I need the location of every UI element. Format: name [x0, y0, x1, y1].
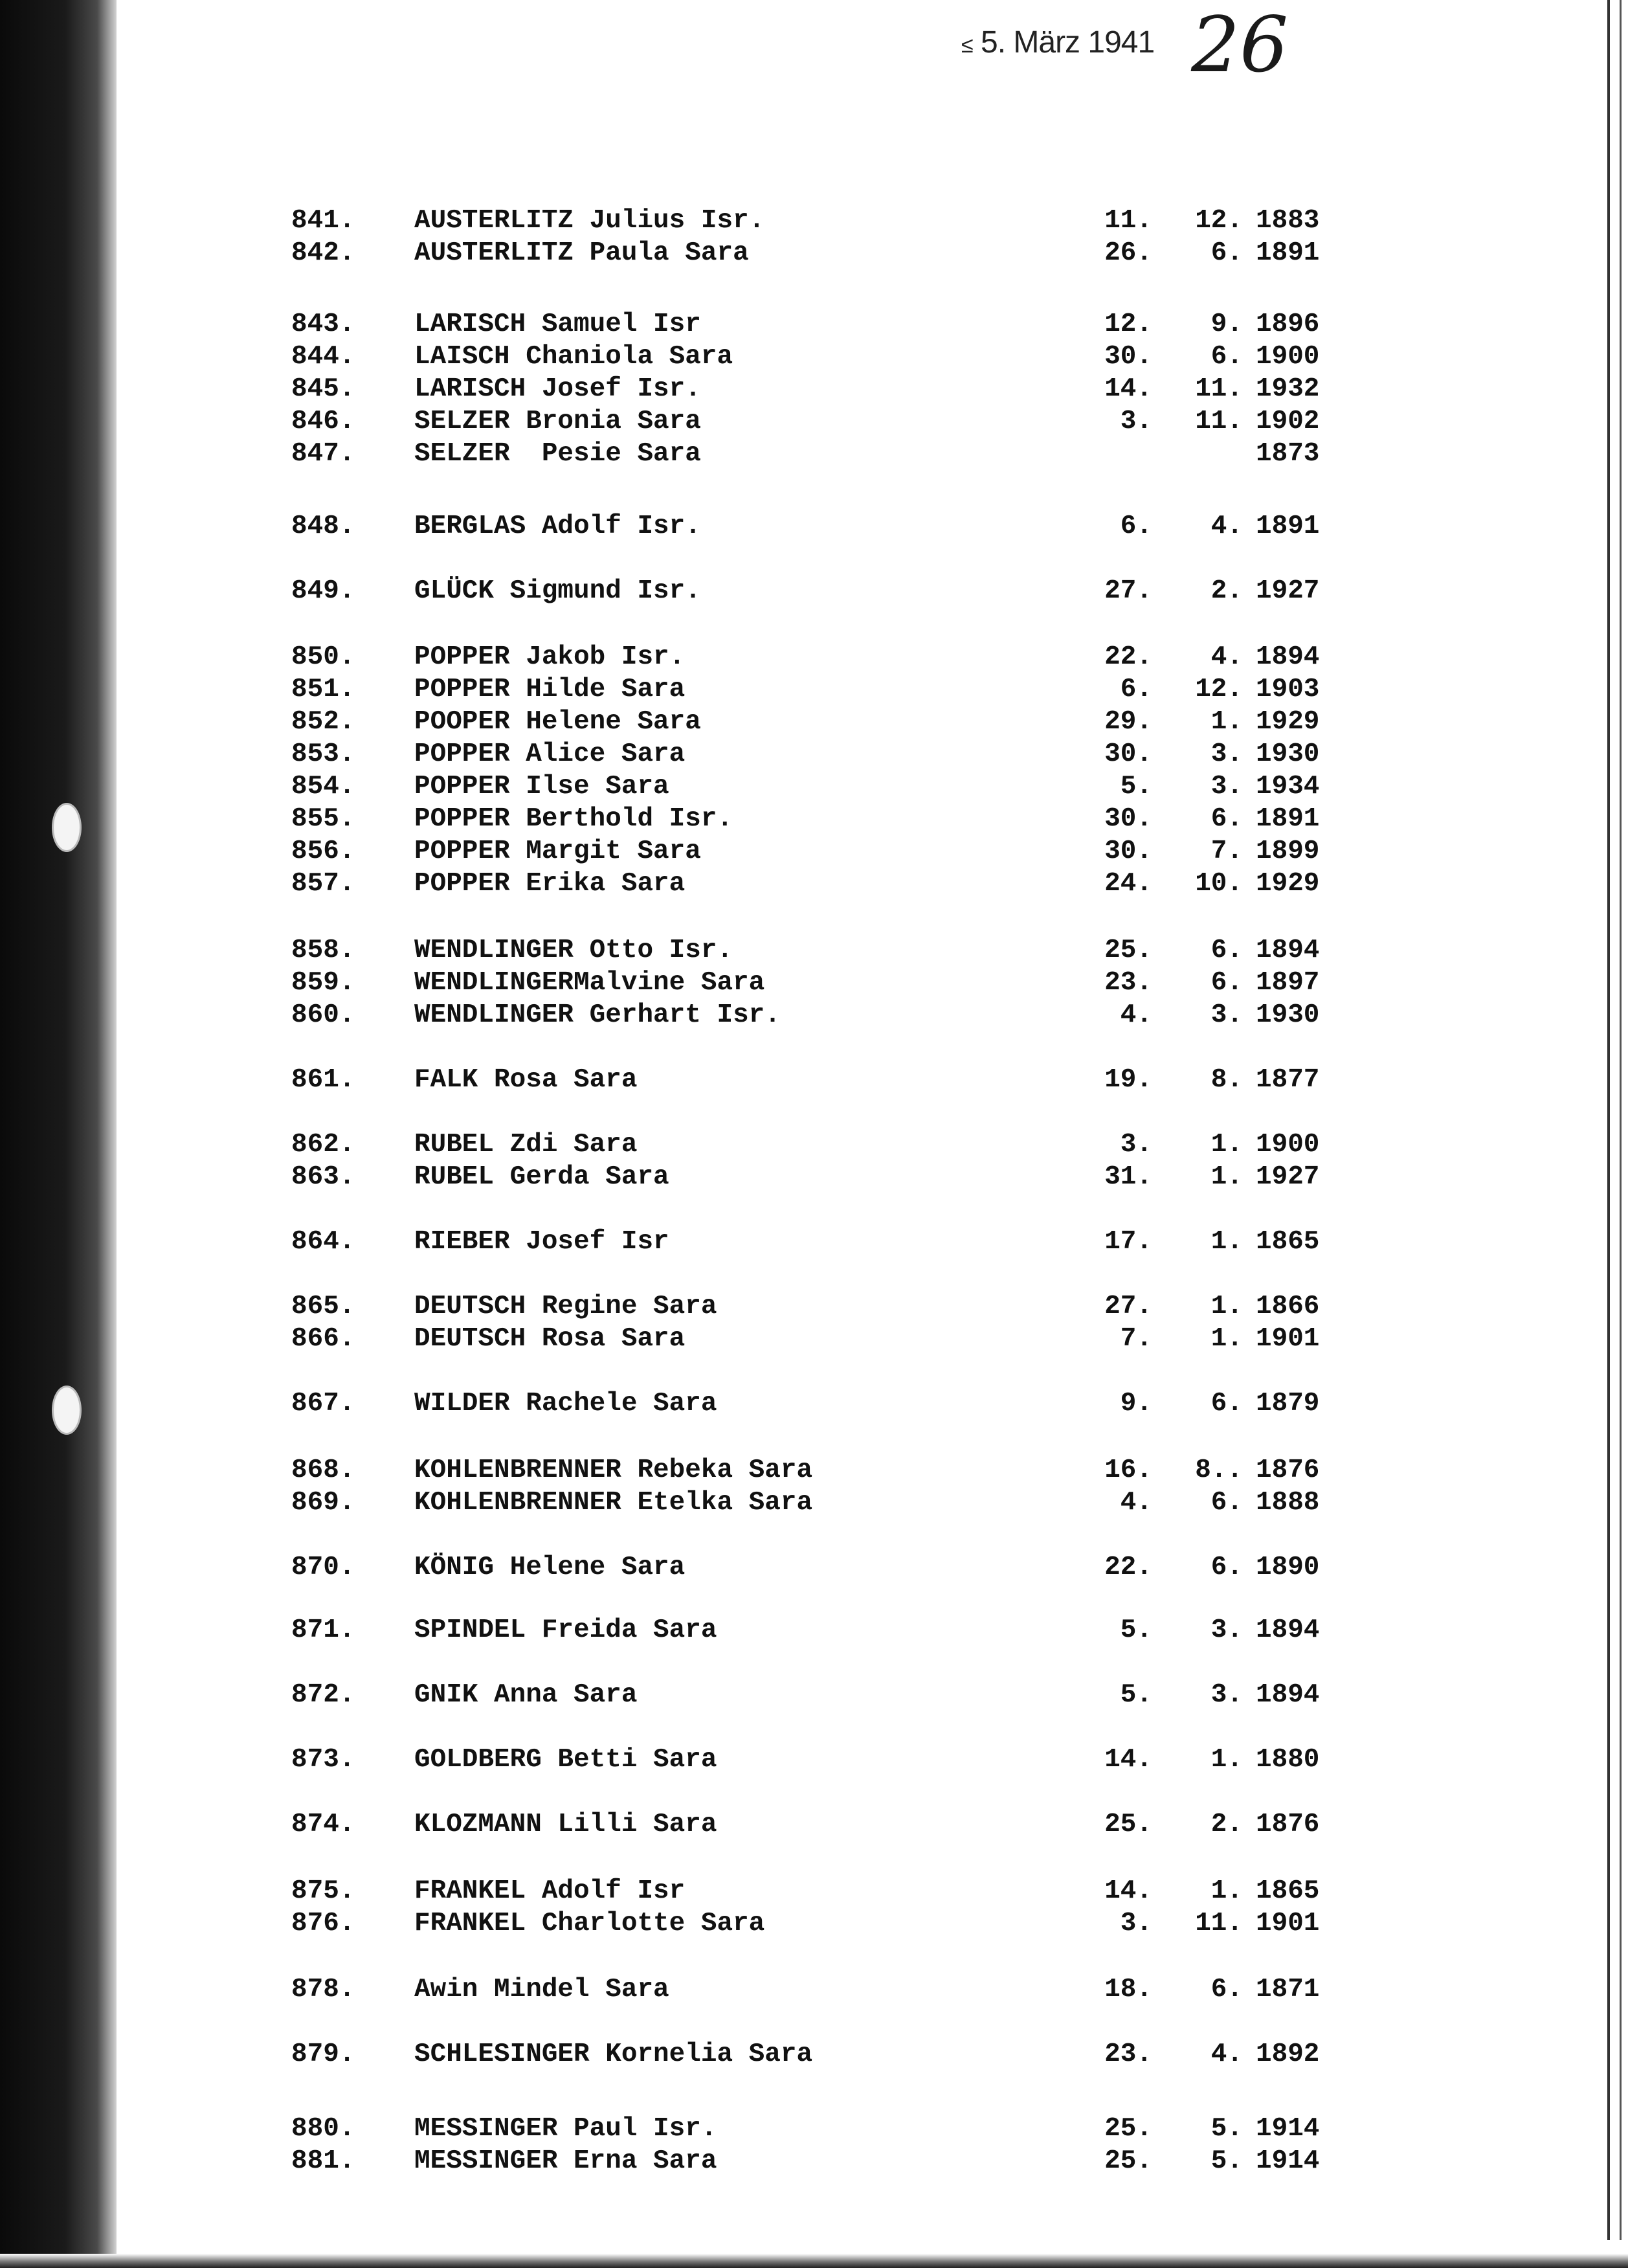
entry-birth-day: 4.: [1120, 1000, 1152, 1030]
entry-birth-day: 5.: [1120, 1680, 1152, 1710]
entry-name: POPPER Alice Sara: [414, 739, 686, 769]
entry-birth-year: 1891: [1256, 238, 1320, 268]
entry-birth-day: 30.: [1104, 739, 1152, 769]
entry-number: 875.: [291, 1876, 355, 1906]
entry-number: 846.: [291, 407, 355, 436]
entry-birth-day: 14.: [1104, 1876, 1152, 1906]
entry-birth-year: 1890: [1256, 1553, 1320, 1582]
entry-birth-year: 1876: [1256, 1810, 1320, 1839]
entry-birth-year: 1914: [1256, 2114, 1320, 2144]
list-item: [0, 836, 1628, 866]
entry-birth-day: 30.: [1104, 836, 1152, 866]
entry-birth-month: 3.: [1210, 1680, 1243, 1710]
entry-birth-year: 1903: [1256, 675, 1320, 704]
entry-birth-day: 23.: [1104, 2039, 1152, 2069]
entry-name: POPPER Jakob Isr.: [414, 642, 686, 672]
list-item: [0, 968, 1628, 998]
entry-birth-year: 1900: [1256, 1130, 1320, 1160]
entry-number: 856.: [291, 836, 355, 866]
entry-birth-year: 1866: [1256, 1292, 1320, 1321]
entry-birth-year: 1932: [1256, 374, 1320, 404]
entry-birth-month: 6.: [1210, 1488, 1243, 1518]
entry-birth-year: 1876: [1256, 1455, 1320, 1485]
entry-name: DEUTSCH Rosa Sara: [414, 1324, 686, 1354]
list-item: [0, 936, 1628, 965]
list-item: [0, 1130, 1628, 1160]
list-item: [0, 309, 1628, 339]
entry-birth-year: 1930: [1256, 739, 1320, 769]
entry-birth-day: 14.: [1104, 374, 1152, 404]
entry-name: WENDLINGER Otto Isr.: [414, 936, 733, 965]
entry-name: POPPER Erika Sara: [414, 869, 686, 899]
entry-number: 849.: [291, 576, 355, 606]
entry-name: POOPER Helene Sara: [414, 707, 701, 737]
list-item: [0, 1065, 1628, 1095]
entry-birth-day: 9.: [1120, 1389, 1152, 1419]
entry-birth-month: 4.: [1210, 511, 1243, 541]
entry-birth-month: 7.: [1210, 836, 1243, 866]
entry-number: 858.: [291, 936, 355, 965]
entry-name: FALK Rosa Sara: [414, 1065, 638, 1095]
entry-name: SELZER Pesie Sara: [414, 439, 701, 469]
list-item: [0, 407, 1628, 436]
stamp-date: 5. März 1941: [981, 25, 1155, 60]
entry-birth-month: 1.: [1210, 1227, 1243, 1257]
entry-birth-year: 1896: [1256, 309, 1320, 339]
entry-birth-year: 1894: [1256, 1615, 1320, 1645]
entry-birth-day: 26.: [1104, 238, 1152, 268]
entry-name: LARISCH Josef Isr.: [414, 374, 701, 404]
list-item: [0, 374, 1628, 404]
entry-number: 855.: [291, 804, 355, 834]
entry-birth-day: 22.: [1104, 642, 1152, 672]
entry-birth-month: 6.: [1210, 1975, 1243, 2004]
entry-name: POPPER Ilse Sara: [414, 772, 669, 802]
entry-birth-day: 31.: [1104, 1162, 1152, 1192]
entry-birth-month: 2.: [1210, 576, 1243, 606]
entry-name: MESSINGER Paul Isr.: [414, 2114, 717, 2144]
entry-birth-day: 29.: [1104, 707, 1152, 737]
entry-number: 859.: [291, 968, 355, 998]
entry-birth-day: 27.: [1104, 576, 1152, 606]
entry-number: 850.: [291, 642, 355, 672]
bottom-shadow: [0, 2254, 1628, 2268]
entry-number: 844.: [291, 342, 355, 372]
entry-birth-year: 1894: [1256, 936, 1320, 965]
list-item: [0, 1745, 1628, 1775]
entry-birth-month: 6.: [1210, 804, 1243, 834]
entry-birth-day: 30.: [1104, 804, 1152, 834]
entry-number: 857.: [291, 869, 355, 899]
entry-birth-month: 1.: [1210, 707, 1243, 737]
entry-number: 843.: [291, 309, 355, 339]
entry-birth-day: 27.: [1104, 1292, 1152, 1321]
list-item: [0, 1975, 1628, 2004]
entry-number: 876.: [291, 1909, 355, 1938]
list-item: [0, 2114, 1628, 2144]
list-item: [0, 642, 1628, 672]
entry-birth-day: 24.: [1104, 869, 1152, 899]
entry-birth-year: 1930: [1256, 1000, 1320, 1030]
entry-number: 854.: [291, 772, 355, 802]
entry-birth-month: 4.: [1210, 642, 1243, 672]
entry-birth-year: 1900: [1256, 342, 1320, 372]
entry-birth-day: 25.: [1104, 2114, 1152, 2144]
list-item: [0, 869, 1628, 899]
entry-birth-day: 12.: [1104, 309, 1152, 339]
entry-name: AUSTERLITZ Julius Isr.: [414, 206, 765, 236]
entry-birth-year: 1934: [1256, 772, 1320, 802]
entry-number: 874.: [291, 1810, 355, 1839]
list-item: [0, 772, 1628, 802]
entry-birth-month: 1.: [1210, 1292, 1243, 1321]
list-item: [0, 1810, 1628, 1839]
entry-name: WENDLINGER Gerhart Isr.: [414, 1000, 781, 1030]
entry-birth-day: 25.: [1104, 1810, 1152, 1839]
entry-name: LAISCH Chaniola Sara: [414, 342, 733, 372]
entry-birth-day: 6.: [1120, 511, 1152, 541]
entry-birth-year: 1902: [1256, 407, 1320, 436]
entry-birth-year: 1879: [1256, 1389, 1320, 1419]
entry-birth-year: 1929: [1256, 869, 1320, 899]
entry-birth-month: 1.: [1210, 1876, 1243, 1906]
entry-birth-year: 1899: [1256, 836, 1320, 866]
entry-name: MESSINGER Erna Sara: [414, 2146, 717, 2176]
list-item: [0, 1488, 1628, 1518]
list-item: [0, 1227, 1628, 1257]
entry-number: 852.: [291, 707, 355, 737]
entry-name: RIEBER Josef Isr: [414, 1227, 669, 1257]
entry-birth-day: 17.: [1104, 1227, 1152, 1257]
entry-number: 871.: [291, 1615, 355, 1645]
entry-number: 841.: [291, 206, 355, 236]
entry-number: 847.: [291, 439, 355, 469]
entry-birth-day: 3.: [1120, 407, 1152, 436]
entry-birth-month: 6.: [1210, 238, 1243, 268]
entry-birth-year: 1865: [1256, 1876, 1320, 1906]
list-item: [0, 707, 1628, 737]
entry-birth-day: 6.: [1120, 675, 1152, 704]
entry-birth-year: 1901: [1256, 1324, 1320, 1354]
entry-birth-month: 4.: [1210, 2039, 1243, 2069]
entry-birth-month: 9.: [1210, 309, 1243, 339]
entry-name: FRANKEL Adolf Isr: [414, 1876, 686, 1906]
entry-birth-day: 3.: [1120, 1130, 1152, 1160]
entry-birth-year: 1865: [1256, 1227, 1320, 1257]
entry-name: KLOZMANN Lilli Sara: [414, 1810, 717, 1839]
entry-number: 869.: [291, 1488, 355, 1518]
entry-name: GOLDBERG Betti Sara: [414, 1745, 717, 1775]
entry-number: 868.: [291, 1455, 355, 1485]
list-item: [0, 2146, 1628, 2176]
entry-birth-month: 8.: [1210, 1065, 1243, 1095]
entry-birth-day: 16.: [1104, 1455, 1152, 1485]
list-item: [0, 576, 1628, 606]
stamp-mark-icon: ≤: [961, 33, 973, 58]
entry-birth-day: 5.: [1120, 772, 1152, 802]
entry-number: 873.: [291, 1745, 355, 1775]
entry-birth-day: 22.: [1104, 1553, 1152, 1582]
list-item: [0, 1389, 1628, 1419]
entry-birth-day: 30.: [1104, 342, 1152, 372]
entry-birth-month: 6.: [1210, 936, 1243, 965]
entry-birth-month: 1.: [1210, 1324, 1243, 1354]
entry-birth-day: 25.: [1104, 936, 1152, 965]
entry-birth-month: 12.: [1195, 206, 1243, 236]
list-item: [0, 206, 1628, 236]
list-item: [0, 1615, 1628, 1645]
entry-birth-month: 6.: [1210, 968, 1243, 998]
entry-birth-year: 1929: [1256, 707, 1320, 737]
entry-birth-day: 11.: [1104, 206, 1152, 236]
entry-birth-year: 1894: [1256, 1680, 1320, 1710]
entry-birth-day: 7.: [1120, 1324, 1152, 1354]
entry-number: 864.: [291, 1227, 355, 1257]
entry-name: BERGLAS Adolf Isr.: [414, 511, 701, 541]
entry-birth-year: 1927: [1256, 576, 1320, 606]
list-item: [0, 1000, 1628, 1030]
entry-birth-day: 18.: [1104, 1975, 1152, 2004]
handwritten-page-number: 26: [1191, 0, 1289, 89]
entry-number: 879.: [291, 2039, 355, 2069]
entry-number: 863.: [291, 1162, 355, 1192]
entry-number: 853.: [291, 739, 355, 769]
list-item: [0, 739, 1628, 769]
list-item: [0, 238, 1628, 268]
entry-name: POPPER Margit Sara: [414, 836, 701, 866]
entry-birth-month: 5.: [1210, 2146, 1243, 2176]
entry-birth-month: 11.: [1195, 1909, 1243, 1938]
entry-name: SPINDEL Freida Sara: [414, 1615, 717, 1645]
entry-birth-year: 1914: [1256, 2146, 1320, 2176]
entry-birth-year: 1927: [1256, 1162, 1320, 1192]
list-item: [0, 675, 1628, 704]
entry-birth-month: 6.: [1210, 1553, 1243, 1582]
entry-birth-month: 12.: [1195, 675, 1243, 704]
list-item: [0, 1553, 1628, 1582]
entry-birth-month: 11.: [1195, 407, 1243, 436]
list-item: [0, 1876, 1628, 1906]
entry-number: 867.: [291, 1389, 355, 1419]
entry-birth-day: 23.: [1104, 968, 1152, 998]
entry-number: 878.: [291, 1975, 355, 2004]
entry-number: 880.: [291, 2114, 355, 2144]
entry-birth-year: 1880: [1256, 1745, 1320, 1775]
entry-birth-year: 1873: [1256, 439, 1320, 469]
entry-birth-day: 25.: [1104, 2146, 1152, 2176]
entry-birth-month: 8..: [1195, 1455, 1243, 1485]
entry-number: 865.: [291, 1292, 355, 1321]
entry-name: KOHLENBRENNER Rebeka Sara: [414, 1455, 813, 1485]
entry-birth-month: 5.: [1210, 2114, 1243, 2144]
entry-birth-year: 1883: [1256, 206, 1320, 236]
date-stamp: [961, 25, 1154, 60]
list-item: [0, 1292, 1628, 1321]
list-item: [0, 1324, 1628, 1354]
list-item: [0, 439, 1628, 469]
entry-birth-year: 1871: [1256, 1975, 1320, 2004]
entry-birth-month: 10.: [1195, 869, 1243, 899]
entry-number: 870.: [291, 1553, 355, 1582]
entry-birth-month: 3.: [1210, 739, 1243, 769]
list-item: [0, 342, 1628, 372]
entry-birth-day: 19.: [1104, 1065, 1152, 1095]
entry-name: FRANKEL Charlotte Sara: [414, 1909, 765, 1938]
entry-birth-month: 1.: [1210, 1745, 1243, 1775]
entry-birth-month: 3.: [1210, 772, 1243, 802]
entry-birth-month: 2.: [1210, 1810, 1243, 1839]
entry-name: GLÜCK Sigmund Isr.: [414, 576, 701, 606]
entry-number: 866.: [291, 1324, 355, 1354]
entry-birth-month: 1.: [1210, 1130, 1243, 1160]
entry-name: RUBEL Gerda Sara: [414, 1162, 669, 1192]
list-item: [0, 511, 1628, 541]
entry-birth-month: 1.: [1210, 1162, 1243, 1192]
entry-birth-day: 3.: [1120, 1909, 1152, 1938]
entry-number: 862.: [291, 1130, 355, 1160]
list-item: [0, 2039, 1628, 2069]
entry-name: KOHLENBRENNER Etelka Sara: [414, 1488, 813, 1518]
entry-number: 848.: [291, 511, 355, 541]
entry-birth-year: 1891: [1256, 511, 1320, 541]
entry-birth-month: 6.: [1210, 1389, 1243, 1419]
entry-name: SCHLESINGER Kornelia Sara: [414, 2039, 813, 2069]
entry-name: POPPER Berthold Isr.: [414, 804, 733, 834]
entry-birth-day: 4.: [1120, 1488, 1152, 1518]
entry-number: 860.: [291, 1000, 355, 1030]
entry-number: 842.: [291, 238, 355, 268]
entry-birth-month: 3.: [1210, 1000, 1243, 1030]
entry-name: POPPER Hilde Sara: [414, 675, 686, 704]
entry-birth-year: 1894: [1256, 642, 1320, 672]
entry-name: LARISCH Samuel Isr: [414, 309, 701, 339]
list-item: [0, 804, 1628, 834]
list-item: [0, 1680, 1628, 1710]
entry-birth-year: 1877: [1256, 1065, 1320, 1095]
entry-birth-month: 6.: [1210, 342, 1243, 372]
list-item: [0, 1909, 1628, 1938]
entry-number: 881.: [291, 2146, 355, 2176]
entry-number: 851.: [291, 675, 355, 704]
entry-birth-day: 14.: [1104, 1745, 1152, 1775]
entry-birth-day: 5.: [1120, 1615, 1152, 1645]
entry-birth-year: 1888: [1256, 1488, 1320, 1518]
entry-number: 845.: [291, 374, 355, 404]
entry-birth-year: 1901: [1256, 1909, 1320, 1938]
entry-birth-month: 11.: [1195, 374, 1243, 404]
entry-name: Awin Mindel Sara: [414, 1975, 669, 2004]
entry-name: RUBEL Zdi Sara: [414, 1130, 638, 1160]
entry-name: AUSTERLITZ Paula Sara: [414, 238, 749, 268]
entry-number: 861.: [291, 1065, 355, 1095]
entry-name: SELZER Bronia Sara: [414, 407, 701, 436]
entry-birth-year: 1897: [1256, 968, 1320, 998]
entry-birth-month: 3.: [1210, 1615, 1243, 1645]
entry-number: 872.: [291, 1680, 355, 1710]
entry-name: WENDLINGERMalvine Sara: [414, 968, 765, 998]
entry-name: DEUTSCH Regine Sara: [414, 1292, 717, 1321]
entry-birth-year: 1891: [1256, 804, 1320, 834]
entry-name: KÖNIG Helene Sara: [414, 1553, 686, 1582]
list-item: [0, 1162, 1628, 1192]
entry-name: GNIK Anna Sara: [414, 1680, 638, 1710]
entry-name: WILDER Rachele Sara: [414, 1389, 717, 1419]
list-item: [0, 1455, 1628, 1485]
entry-birth-year: 1892: [1256, 2039, 1320, 2069]
